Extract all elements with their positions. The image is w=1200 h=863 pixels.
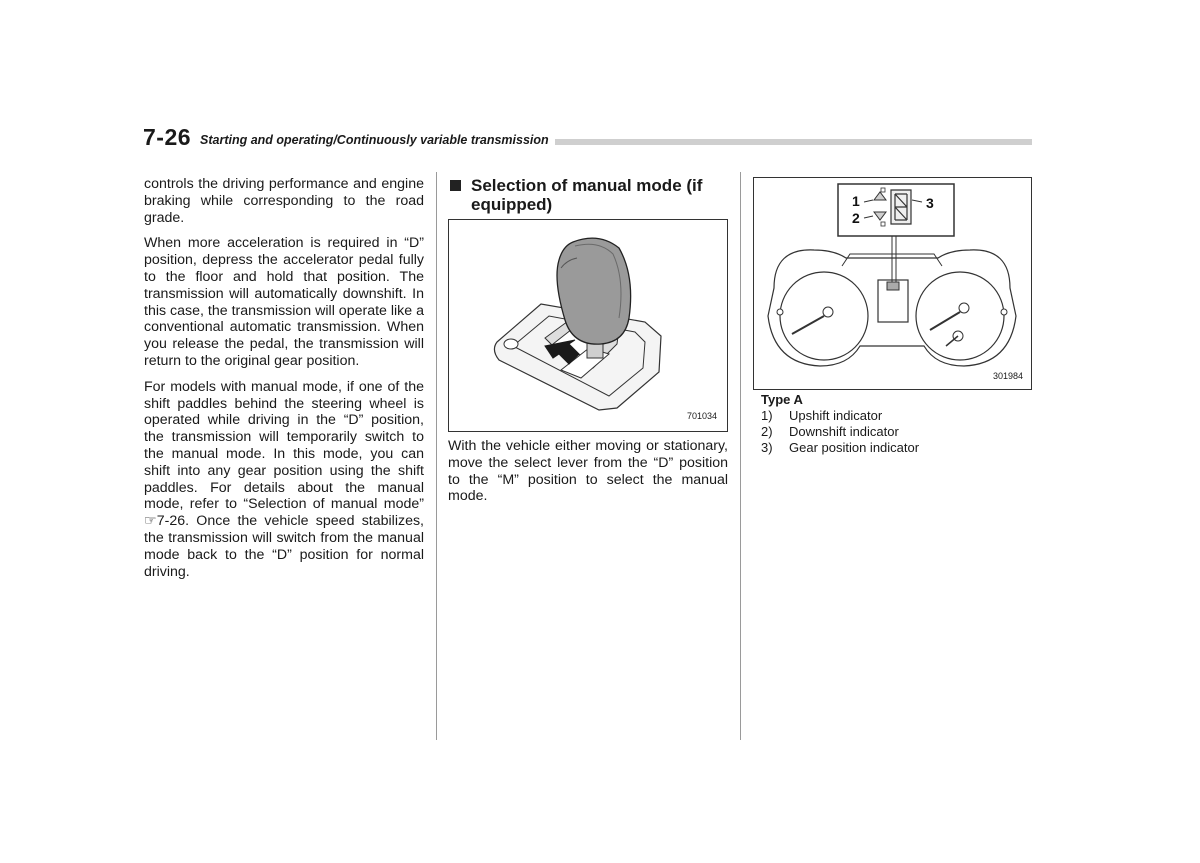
- heading-text: Selection of manual mode (if equipped): [471, 176, 703, 214]
- paragraph: For models with manual mode, if one of the shift paddles behind the steering wheel is operated while driving in the “D” position, the transmission will temporarily switch to the manual mode. In this mode, you can shift into any gear position using the shift paddles. For details about the manual mode, refer to “Selection of manual mode” ☞7-26. Once the vehicle speed stabilizes, the transmission will switch from the manual mode back to the “D” position for normal driving.: [144, 378, 424, 580]
- paragraph: controls the driving performance and engine braking while corresponding to the road grade.: [144, 176, 424, 226]
- caption-item: [761, 424, 1021, 440]
- cluster-illustration: [754, 178, 1031, 389]
- column-divider: [740, 172, 741, 740]
- paragraph: With the vehicle either moving or stationary, move the select lever from the “D” position to the “M” position to select the manual mode.: [448, 438, 728, 505]
- caption-item-label: Gear position indicator: [789, 440, 920, 455]
- caption-item: [761, 408, 1021, 424]
- left-column: [144, 176, 424, 589]
- caption-item-label: Upshift indicator: [789, 408, 883, 423]
- page-number: 7-26: [143, 124, 192, 150]
- figure-id: 301984: [992, 371, 1023, 381]
- caption-item: [761, 440, 1021, 456]
- page-header: [143, 124, 1033, 154]
- section-heading: [448, 176, 733, 214]
- callout-number: 2: [852, 210, 860, 226]
- figure-caption: [761, 392, 1021, 456]
- figure-id: 701034: [686, 411, 717, 421]
- caption-item-label: Downshift indicator: [789, 424, 899, 439]
- callout-number: 1: [852, 193, 860, 209]
- shift-lever-illustration: [449, 220, 727, 431]
- caption-item-number: 1): [761, 408, 773, 423]
- middle-body: [448, 438, 728, 514]
- paragraph: When more acceleration is required in “D” position, depress the accelerator pedal fully to the floor and hold that position. The transmission will automatically downshift. In this case, the transmission will operate like a conventional automatic transmission. When you release the pedal, the transmission will return to the original gear position.: [144, 235, 424, 369]
- heading-square-icon: [450, 180, 461, 191]
- column-divider: [436, 172, 437, 740]
- instrument-cluster-figure: [753, 177, 1032, 390]
- caption-item-number: 3): [761, 440, 773, 455]
- shift-lever-figure: [448, 219, 728, 432]
- caption-type: Type A: [761, 392, 803, 407]
- callout-number: 3: [926, 195, 934, 211]
- section-title: Starting and operating/Continuously variable transmission: [200, 133, 555, 147]
- caption-item-number: 2): [761, 424, 773, 439]
